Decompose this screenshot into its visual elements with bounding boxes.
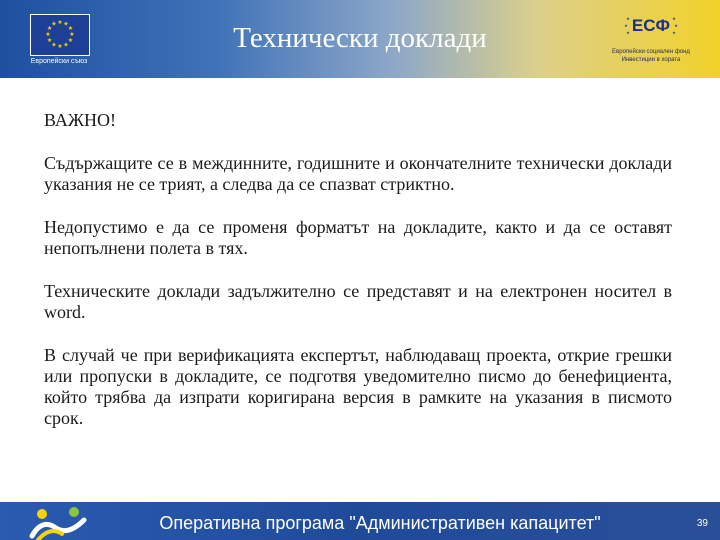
important-heading: ВАЖНО! [44,110,116,130]
program-logo-icon [28,506,90,540]
esf-caption [598,48,704,64]
footer-bar [0,502,720,540]
paragraph-instructions: Съдържащите се в междинните, годишните и окончателните технически доклади указания не се трият, а следва да се спазват стриктно. [44,153,672,194]
paragraph-electronic: Техническите доклади задължително се представят и на електронен носител в word. [44,281,672,322]
eu-caption: Европейски съюз [30,58,88,65]
paragraph-verification: В случай че при верификацията експертът, наблюдаващ проекта, открие грешки или пропуски в докладите, се подготвя уведомително писмо до бенефициента, който трябва да изпрати коригирана версия в рамките на указания в писмото срок. [44,345,672,428]
svg-text:★: ★ [57,19,63,26]
svg-text:★: ★ [672,30,676,35]
svg-text:★: ★ [46,25,53,32]
header-bar [0,0,720,78]
svg-text:★: ★ [46,37,53,44]
svg-text:★: ★ [624,23,628,28]
svg-text:★: ★ [63,41,69,49]
svg-text:★: ★ [67,37,74,44]
esf-logo-icon [598,10,704,70]
svg-text:★: ★ [672,16,676,21]
esf-caption-line2: Инвестиции в хората [621,57,681,63]
svg-text:★: ★ [51,20,57,28]
svg-text:★: ★ [674,23,678,28]
svg-text:★: ★ [45,31,51,38]
program-name: Оперативна програма "Административен капацитет" [159,513,601,533]
svg-text:★: ★ [57,43,63,50]
main-content [44,110,672,451]
page-number: 39 [696,518,708,529]
esf-caption-line1: Европейски социален фонд [612,49,690,55]
eu-logo [20,14,98,70]
svg-text:★: ★ [69,31,75,38]
svg-text:★: ★ [67,25,74,32]
esf-label: ЕСФ [631,16,671,35]
paragraph-format: Недопустимо е да се променя форматът на докладите, както и да се оставят непопълнени полета в тях. [44,217,672,258]
eu-stars-icon [31,15,89,55]
page-title: Технически доклади [233,22,487,54]
svg-text:★: ★ [626,30,630,35]
svg-text:★: ★ [626,16,630,21]
eu-flag-icon [30,14,90,56]
svg-text:★: ★ [63,20,69,28]
svg-text:★: ★ [51,41,57,49]
